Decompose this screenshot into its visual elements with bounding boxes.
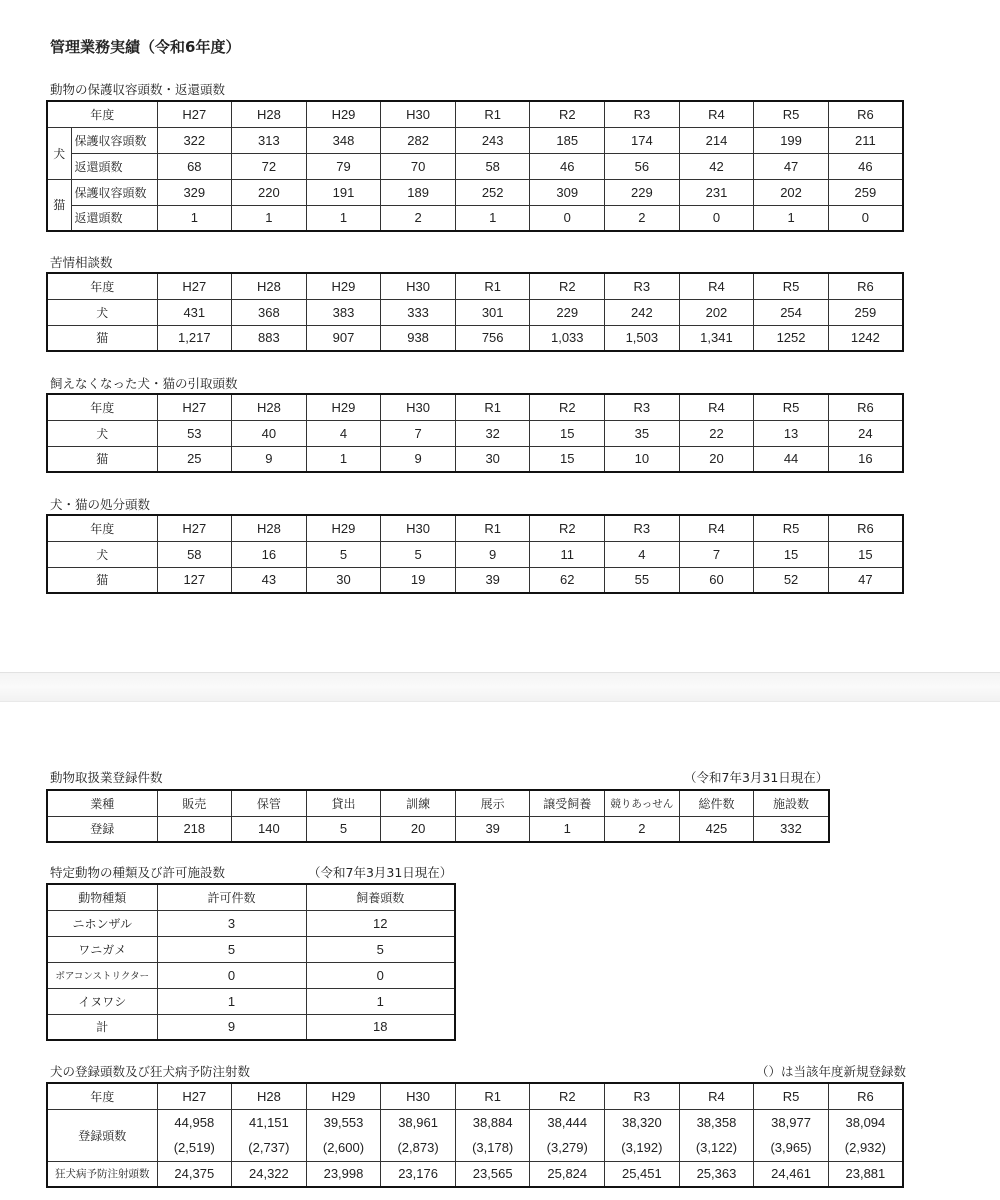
permit-count: 5 bbox=[157, 936, 306, 962]
year-header: 年度 bbox=[47, 1083, 157, 1109]
animal-name: イヌワシ bbox=[47, 988, 157, 1014]
year-cell: H28 bbox=[232, 273, 307, 299]
value-cell: 907 bbox=[306, 325, 381, 351]
value-cell: 348 bbox=[306, 127, 381, 153]
value-cell: 24,461 bbox=[754, 1161, 829, 1187]
year-cell: R4 bbox=[679, 394, 754, 420]
cat-returned-row bbox=[47, 205, 903, 231]
year-cell: H30 bbox=[381, 515, 456, 541]
value-cell: 5 bbox=[306, 816, 381, 842]
special-animals-table bbox=[46, 883, 456, 1041]
dog-returned-row bbox=[47, 153, 903, 179]
year-cell: R5 bbox=[754, 515, 829, 541]
value-cell: 53 bbox=[157, 420, 232, 446]
year-cell: R6 bbox=[828, 101, 903, 127]
row-label: 犬 bbox=[47, 541, 157, 567]
value-cell: (2,932) bbox=[828, 1135, 903, 1161]
value-cell: 1 bbox=[455, 205, 530, 231]
disposal-table bbox=[46, 514, 904, 594]
value-cell: 23,998 bbox=[306, 1161, 381, 1187]
year-cell: H29 bbox=[306, 273, 381, 299]
value-cell: 243 bbox=[455, 127, 530, 153]
value-cell: 44,958 bbox=[157, 1109, 232, 1135]
surrender-table bbox=[46, 393, 904, 473]
value-cell: 38,320 bbox=[605, 1109, 680, 1135]
value-cell: 333 bbox=[381, 299, 456, 325]
year-cell: R6 bbox=[828, 1083, 903, 1109]
dog-group-label: 犬 bbox=[47, 127, 71, 179]
year-cell: H27 bbox=[157, 394, 232, 420]
year-cell: H29 bbox=[306, 515, 381, 541]
complaints-dog-row bbox=[47, 299, 903, 325]
value-cell: 58 bbox=[157, 541, 232, 567]
year-cell: R5 bbox=[754, 101, 829, 127]
value-cell: (3,965) bbox=[754, 1135, 829, 1161]
value-cell: 1 bbox=[530, 816, 605, 842]
value-cell: 13 bbox=[754, 420, 829, 446]
value-cell: 47 bbox=[828, 567, 903, 593]
registration-header-row bbox=[47, 1083, 903, 1109]
value-cell: 39,553 bbox=[306, 1109, 381, 1135]
special-date-note: （令和7年3月31日現在） bbox=[308, 865, 453, 880]
value-cell: 25 bbox=[157, 446, 232, 472]
value-cell: 22 bbox=[679, 420, 754, 446]
value-cell: 0 bbox=[828, 205, 903, 231]
value-cell: 191 bbox=[306, 179, 381, 205]
year-cell: R5 bbox=[754, 1083, 829, 1109]
header-cell: 施設数 bbox=[754, 790, 829, 816]
value-cell: 2 bbox=[605, 816, 680, 842]
value-cell: 15 bbox=[530, 446, 605, 472]
disposal-cat-row bbox=[47, 567, 903, 593]
year-cell: R2 bbox=[530, 101, 605, 127]
business-table bbox=[46, 789, 830, 843]
value-cell: 254 bbox=[754, 299, 829, 325]
header-cell: 訓練 bbox=[381, 790, 456, 816]
year-cell: R6 bbox=[828, 515, 903, 541]
business-heading: 動物取扱業登録件数 bbox=[50, 770, 163, 785]
value-cell: 7 bbox=[381, 420, 456, 446]
year-cell: H28 bbox=[232, 101, 307, 127]
year-cell: H30 bbox=[381, 394, 456, 420]
shelter-header-row bbox=[47, 101, 903, 127]
value-cell: 62 bbox=[530, 567, 605, 593]
value-cell: 23,881 bbox=[828, 1161, 903, 1187]
value-cell: 46 bbox=[828, 153, 903, 179]
value-cell: 1 bbox=[232, 205, 307, 231]
animal-name: ワニガメ bbox=[47, 936, 157, 962]
header-cell: 飼養頭数 bbox=[306, 884, 455, 910]
value-cell: 15 bbox=[828, 541, 903, 567]
cat-group-label: 猫 bbox=[47, 179, 71, 231]
permit-count: 3 bbox=[157, 910, 306, 936]
value-cell: 1 bbox=[306, 446, 381, 472]
value-cell: 25,363 bbox=[679, 1161, 754, 1187]
value-cell: 38,961 bbox=[381, 1109, 456, 1135]
row-label: 犬 bbox=[47, 299, 157, 325]
header-cell: 販売 bbox=[157, 790, 232, 816]
special-heading: 特定動物の種類及び許可施設数 bbox=[50, 865, 226, 880]
value-cell: 55 bbox=[605, 567, 680, 593]
value-cell: 25,824 bbox=[530, 1161, 605, 1187]
value-cell: 202 bbox=[679, 299, 754, 325]
value-cell: 252 bbox=[455, 179, 530, 205]
value-cell: 1 bbox=[157, 205, 232, 231]
value-cell: (2,873) bbox=[381, 1135, 456, 1161]
row-label: 保護収容頭数 bbox=[71, 127, 157, 153]
year-cell: R3 bbox=[605, 515, 680, 541]
year-cell: H30 bbox=[381, 101, 456, 127]
value-cell: 368 bbox=[232, 299, 307, 325]
value-cell: 24,375 bbox=[157, 1161, 232, 1187]
year-cell: R3 bbox=[605, 1083, 680, 1109]
value-cell: 202 bbox=[754, 179, 829, 205]
permit-count: 9 bbox=[157, 1014, 306, 1040]
value-cell: 11 bbox=[530, 541, 605, 567]
value-cell: 313 bbox=[232, 127, 307, 153]
header-cell: 譲受飼養 bbox=[530, 790, 605, 816]
surrender-dog-row bbox=[47, 420, 903, 446]
value-cell: 301 bbox=[455, 299, 530, 325]
registration-heading: 犬の登録頭数及び狂犬病予防注射数 bbox=[50, 1064, 251, 1079]
animal-count: 5 bbox=[306, 936, 455, 962]
year-cell: R6 bbox=[828, 394, 903, 420]
value-cell: 332 bbox=[754, 816, 829, 842]
year-cell: R3 bbox=[605, 101, 680, 127]
header-cell: 貸出 bbox=[306, 790, 381, 816]
year-cell: H27 bbox=[157, 273, 232, 299]
value-cell: 431 bbox=[157, 299, 232, 325]
year-cell: H27 bbox=[157, 101, 232, 127]
value-cell: 72 bbox=[232, 153, 307, 179]
value-cell: 5 bbox=[306, 541, 381, 567]
value-cell: 24 bbox=[828, 420, 903, 446]
shelter-table bbox=[46, 100, 904, 232]
value-cell: 127 bbox=[157, 567, 232, 593]
special-row bbox=[47, 988, 455, 1014]
value-cell: 39 bbox=[455, 567, 530, 593]
value-cell: 1,033 bbox=[530, 325, 605, 351]
row-label: 猫 bbox=[47, 325, 157, 351]
value-cell: 20 bbox=[679, 446, 754, 472]
year-cell: H29 bbox=[306, 101, 381, 127]
value-cell: 9 bbox=[381, 446, 456, 472]
row-label: 猫 bbox=[47, 567, 157, 593]
value-cell: 70 bbox=[381, 153, 456, 179]
value-cell: 38,977 bbox=[754, 1109, 829, 1135]
value-cell: 220 bbox=[232, 179, 307, 205]
value-cell: (3,122) bbox=[679, 1135, 754, 1161]
value-cell: 2 bbox=[381, 205, 456, 231]
row-label: 猫 bbox=[47, 446, 157, 472]
value-cell: 1 bbox=[754, 205, 829, 231]
cat-protect-row bbox=[47, 179, 903, 205]
value-cell: 1242 bbox=[828, 325, 903, 351]
value-cell: 259 bbox=[828, 299, 903, 325]
year-cell: R1 bbox=[455, 273, 530, 299]
year-cell: R4 bbox=[679, 1083, 754, 1109]
value-cell: 282 bbox=[381, 127, 456, 153]
value-cell: 56 bbox=[605, 153, 680, 179]
year-cell: H29 bbox=[306, 1083, 381, 1109]
permit-count: 1 bbox=[157, 988, 306, 1014]
value-cell: 1252 bbox=[754, 325, 829, 351]
value-cell: 79 bbox=[306, 153, 381, 179]
header-cell: 業種 bbox=[47, 790, 157, 816]
surrender-header-row bbox=[47, 394, 903, 420]
year-cell: H27 bbox=[157, 1083, 232, 1109]
value-cell: 60 bbox=[679, 567, 754, 593]
value-cell: 229 bbox=[530, 299, 605, 325]
value-cell: 10 bbox=[605, 446, 680, 472]
complaints-cat-row bbox=[47, 325, 903, 351]
value-cell: 140 bbox=[232, 816, 307, 842]
value-cell: 1 bbox=[306, 205, 381, 231]
vaccinated-row bbox=[47, 1161, 903, 1187]
value-cell: 46 bbox=[530, 153, 605, 179]
value-cell: 25,451 bbox=[605, 1161, 680, 1187]
value-cell: 39 bbox=[455, 816, 530, 842]
value-cell: 309 bbox=[530, 179, 605, 205]
year-cell: R1 bbox=[455, 515, 530, 541]
value-cell: 938 bbox=[381, 325, 456, 351]
value-cell: 174 bbox=[605, 127, 680, 153]
value-cell: 38,884 bbox=[455, 1109, 530, 1135]
registered-row bbox=[47, 1109, 903, 1135]
row-label: 登録 bbox=[47, 816, 157, 842]
value-cell: 259 bbox=[828, 179, 903, 205]
permit-count: 0 bbox=[157, 962, 306, 988]
year-cell: R4 bbox=[679, 515, 754, 541]
page-title: 管理業務実績（令和6年度） bbox=[50, 38, 241, 56]
year-header: 年度 bbox=[47, 101, 157, 127]
row-label: 狂犬病予防注射頭数 bbox=[47, 1161, 157, 1187]
value-cell: 1,503 bbox=[605, 325, 680, 351]
value-cell: 38,358 bbox=[679, 1109, 754, 1135]
value-cell: (2,519) bbox=[157, 1135, 232, 1161]
year-cell: R2 bbox=[530, 273, 605, 299]
row-label: 犬 bbox=[47, 420, 157, 446]
special-row bbox=[47, 936, 455, 962]
value-cell: 35 bbox=[605, 420, 680, 446]
value-cell: 52 bbox=[754, 567, 829, 593]
year-cell: R2 bbox=[530, 394, 605, 420]
year-cell: H28 bbox=[232, 394, 307, 420]
value-cell: 38,094 bbox=[828, 1109, 903, 1135]
year-cell: R1 bbox=[455, 394, 530, 420]
value-cell: 4 bbox=[605, 541, 680, 567]
year-cell: H28 bbox=[232, 1083, 307, 1109]
value-cell: 16 bbox=[232, 541, 307, 567]
year-cell: R1 bbox=[455, 1083, 530, 1109]
header-cell: 保管 bbox=[232, 790, 307, 816]
complaints-header-row bbox=[47, 273, 903, 299]
value-cell: 23,565 bbox=[455, 1161, 530, 1187]
special-row bbox=[47, 910, 455, 936]
value-cell: 883 bbox=[232, 325, 307, 351]
value-cell: (3,178) bbox=[455, 1135, 530, 1161]
year-cell: R2 bbox=[530, 515, 605, 541]
business-header-row bbox=[47, 790, 829, 816]
year-cell: R4 bbox=[679, 101, 754, 127]
dog-protect-row bbox=[47, 127, 903, 153]
disposal-header-row bbox=[47, 515, 903, 541]
value-cell: 43 bbox=[232, 567, 307, 593]
animal-count: 1 bbox=[306, 988, 455, 1014]
year-cell: R1 bbox=[455, 101, 530, 127]
total-label: 計 bbox=[47, 1014, 157, 1040]
value-cell: 199 bbox=[754, 127, 829, 153]
value-cell: 1,217 bbox=[157, 325, 232, 351]
registration-table bbox=[46, 1082, 904, 1188]
value-cell: 24,322 bbox=[232, 1161, 307, 1187]
year-cell: H27 bbox=[157, 515, 232, 541]
year-cell: R4 bbox=[679, 273, 754, 299]
year-cell: R3 bbox=[605, 273, 680, 299]
value-cell: 0 bbox=[679, 205, 754, 231]
animal-name: ニホンザル bbox=[47, 910, 157, 936]
year-cell: H29 bbox=[306, 394, 381, 420]
value-cell: 15 bbox=[530, 420, 605, 446]
page-break bbox=[0, 672, 1000, 702]
value-cell: 4 bbox=[306, 420, 381, 446]
value-cell: 383 bbox=[306, 299, 381, 325]
value-cell: 9 bbox=[455, 541, 530, 567]
value-cell: 0 bbox=[530, 205, 605, 231]
value-cell: 7 bbox=[679, 541, 754, 567]
year-cell: R3 bbox=[605, 394, 680, 420]
value-cell: 231 bbox=[679, 179, 754, 205]
animal-count: 12 bbox=[306, 910, 455, 936]
year-cell: R5 bbox=[754, 273, 829, 299]
value-cell: 38,444 bbox=[530, 1109, 605, 1135]
header-cell: 許可件数 bbox=[157, 884, 306, 910]
disposal-dog-row bbox=[47, 541, 903, 567]
row-label: 返還頭数 bbox=[71, 205, 157, 231]
special-total-row bbox=[47, 1014, 455, 1040]
header-cell: 動物種類 bbox=[47, 884, 157, 910]
year-cell: R5 bbox=[754, 394, 829, 420]
value-cell: 329 bbox=[157, 179, 232, 205]
value-cell: 425 bbox=[679, 816, 754, 842]
row-label: 返還頭数 bbox=[71, 153, 157, 179]
value-cell: 42 bbox=[679, 153, 754, 179]
business-date-note: （令和7年3月31日現在） bbox=[684, 770, 829, 785]
value-cell: 1,341 bbox=[679, 325, 754, 351]
value-cell: 40 bbox=[232, 420, 307, 446]
year-header: 年度 bbox=[47, 394, 157, 420]
value-cell: 30 bbox=[306, 567, 381, 593]
value-cell: 9 bbox=[232, 446, 307, 472]
value-cell: (3,279) bbox=[530, 1135, 605, 1161]
value-cell: 185 bbox=[530, 127, 605, 153]
value-cell: 20 bbox=[381, 816, 456, 842]
value-cell: 44 bbox=[754, 446, 829, 472]
value-cell: 47 bbox=[754, 153, 829, 179]
value-cell: 23,176 bbox=[381, 1161, 456, 1187]
value-cell: 5 bbox=[381, 541, 456, 567]
special-header-row bbox=[47, 884, 455, 910]
value-cell: 68 bbox=[157, 153, 232, 179]
row-label: 登録頭数 bbox=[47, 1109, 157, 1161]
value-cell: 218 bbox=[157, 816, 232, 842]
registration-note: （）は当該年度新規登録数 bbox=[756, 1064, 907, 1079]
value-cell: 41,151 bbox=[232, 1109, 307, 1135]
new-registered-row bbox=[47, 1135, 903, 1161]
year-cell: R6 bbox=[828, 273, 903, 299]
animal-count: 0 bbox=[306, 962, 455, 988]
complaints-heading: 苦情相談数 bbox=[50, 255, 113, 270]
value-cell: 322 bbox=[157, 127, 232, 153]
year-cell: H30 bbox=[381, 273, 456, 299]
year-cell: H28 bbox=[232, 515, 307, 541]
shelter-heading: 動物の保護収容頭数・返還頭数 bbox=[50, 82, 226, 97]
value-cell: 15 bbox=[754, 541, 829, 567]
animal-count: 18 bbox=[306, 1014, 455, 1040]
surrender-heading: 飼えなくなった犬・猫の引取頭数 bbox=[50, 376, 238, 391]
value-cell: 30 bbox=[455, 446, 530, 472]
value-cell: 242 bbox=[605, 299, 680, 325]
value-cell: 229 bbox=[605, 179, 680, 205]
value-cell: 214 bbox=[679, 127, 754, 153]
animal-name: ボアコンストリクター bbox=[47, 962, 157, 988]
header-cell: 展示 bbox=[455, 790, 530, 816]
value-cell: 19 bbox=[381, 567, 456, 593]
row-label: 保護収容頭数 bbox=[71, 179, 157, 205]
complaints-table bbox=[46, 272, 904, 352]
value-cell: 2 bbox=[605, 205, 680, 231]
business-value-row bbox=[47, 816, 829, 842]
value-cell: 756 bbox=[455, 325, 530, 351]
value-cell: 211 bbox=[828, 127, 903, 153]
value-cell: (3,192) bbox=[605, 1135, 680, 1161]
header-cell: 総件数 bbox=[679, 790, 754, 816]
year-header: 年度 bbox=[47, 273, 157, 299]
header-cell: 競りあっせん bbox=[605, 790, 680, 816]
value-cell: (2,737) bbox=[232, 1135, 307, 1161]
value-cell: (2,600) bbox=[306, 1135, 381, 1161]
value-cell: 16 bbox=[828, 446, 903, 472]
special-row bbox=[47, 962, 455, 988]
year-header: 年度 bbox=[47, 515, 157, 541]
year-cell: R2 bbox=[530, 1083, 605, 1109]
value-cell: 189 bbox=[381, 179, 456, 205]
year-cell: H30 bbox=[381, 1083, 456, 1109]
value-cell: 32 bbox=[455, 420, 530, 446]
surrender-cat-row bbox=[47, 446, 903, 472]
disposal-heading: 犬・猫の処分頭数 bbox=[50, 497, 151, 512]
value-cell: 58 bbox=[455, 153, 530, 179]
